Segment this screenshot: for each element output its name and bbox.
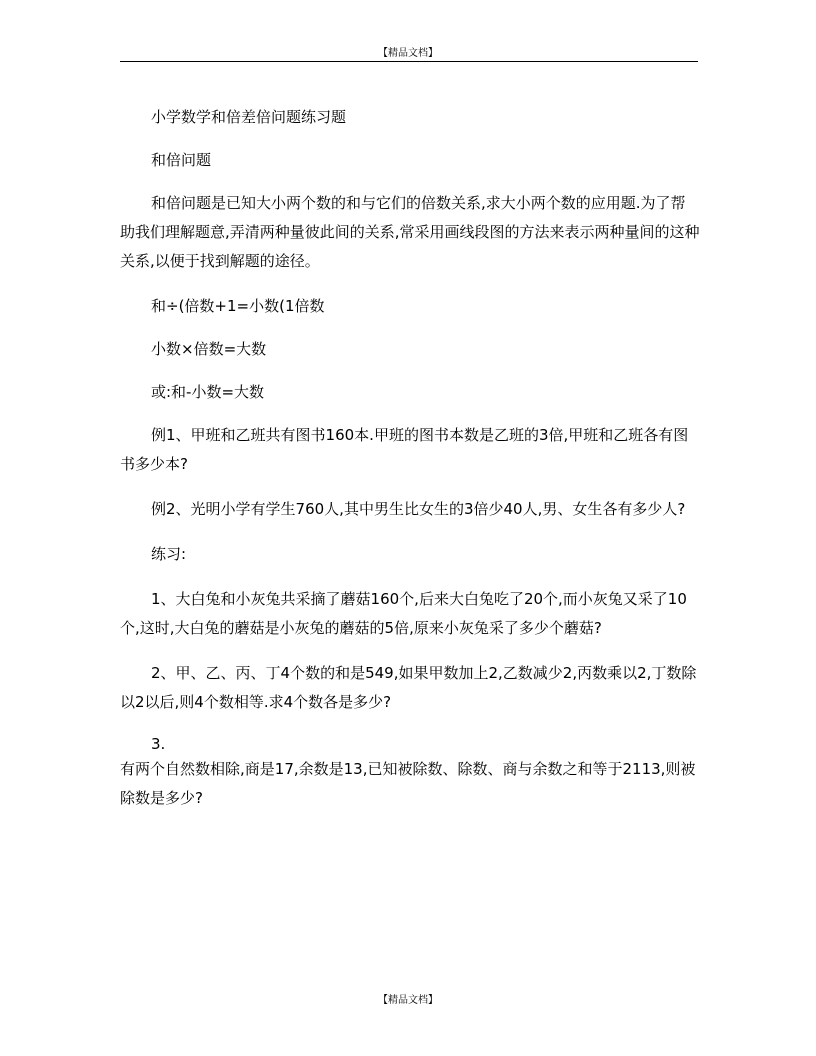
formula-alternative: 或:和-小数=大数 bbox=[151, 383, 265, 401]
practice-question-2: 2、甲、乙、丙、丁4个数的和是549,如果甲数加上2,乙数减少2,丙数乘以2,丁数除以2以后,则4个数相等.求4个数各是多少? bbox=[120, 664, 697, 711]
intro-paragraph: 和倍问题是已知大小两个数的和与它们的倍数关系,求大小两个数的应用题.为了帮助我们理解题意,弄清两种量彼此间的关系,常采用画线段图的方法来表示两种量间的这种关系,以便于找到解题的途径。 bbox=[120, 194, 700, 270]
page-footer: 【精品文档】 bbox=[378, 995, 438, 1006]
header-divider bbox=[120, 61, 698, 62]
example-2: 例2、光明小学有学生760人,其中男生比女生的3倍少40人,男、女生各有多少人? bbox=[151, 500, 686, 518]
practice-question-3: 有两个自然数相除,商是17,余数是13,已知被除数、除数、商与余数之和等于2113,则被除数是多少? bbox=[120, 760, 696, 807]
practice-label: 练习: bbox=[151, 545, 187, 563]
example-1: 例1、甲班和乙班共有图书160本.甲班的图书本数是乙班的3倍,甲班和乙班各有图书多少本? bbox=[120, 426, 689, 473]
practice-question-1: 1、大白兔和小灰兔共采摘了蘑菇160个,后来大白兔吃了20个,而小灰兔又采了10个,这时,大白兔的蘑菇是小灰兔的蘑菇的5倍,原来小灰兔采了多少个蘑菇? bbox=[120, 590, 687, 637]
document-title: 小学数学和倍差倍问题练习题 bbox=[151, 108, 347, 126]
practice-question-3-number: 3. bbox=[151, 735, 166, 753]
page-header: 【精品文档】 bbox=[378, 48, 438, 59]
document-body bbox=[120, 103, 700, 813]
formula-small-number: 和÷(倍数+1=小数(1倍数 bbox=[151, 297, 325, 315]
formula-large-number: 小数×倍数=大数 bbox=[151, 340, 267, 358]
section-heading: 和倍问题 bbox=[151, 151, 212, 169]
